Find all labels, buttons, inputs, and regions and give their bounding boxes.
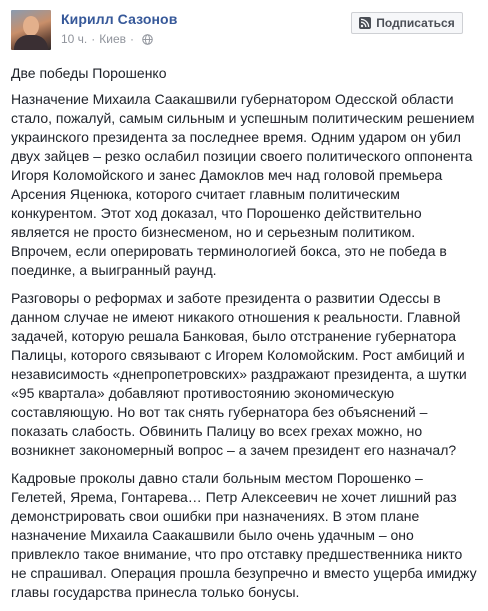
post-paragraph: Назначение Михаила Саакашвили губернатором Одесской области стало, пожалуй, самым сильным и успешным политическим решением украинского президента за последнее время. Одним ударом он убил двух зайцев – резко ослабил позиции своего политического оппонента Игоря Коломойского и занес Дамоклов меч над головой премьера Арсения Яценюка, которого считает главным политическим конкурентом. Этот ход доказал, что Порошенко действительно является не просто бизнесменом, но и серьезным политиком. Впрочем, если оперировать терминологией бокса, это не победа в поединке, а выигранный раунд.: [11, 91, 475, 278]
post-title: Две победы Порошенко: [11, 65, 167, 81]
avatar-face: [23, 16, 39, 36]
author-name[interactable]: Кирилл Сазонов: [61, 11, 178, 27]
avatar[interactable]: [11, 10, 51, 50]
post-body: [11, 64, 479, 611]
avatar-shoulders: [14, 35, 48, 50]
post-paragraph: Разговоры о реформах и заботе президента о развитии Одессы в данном случае не имеют никакого отношения к реальности. Главной задачей, которую решала Банковая, было отстранение губернатора Палицы, которого связывают с Игорем Коломойским. Рост амбиций и независимость «днепропетровских» раздражают президента, а шутки «95 квартала» добавляют противостоянию экономическую составляющую. Но вот так снять губернатора без объяснений – показать слабость. Обвинить Палицу во всех грехах можно, но возникнет закономерный вопрос – а зачем президент его назначал?: [11, 290, 467, 458]
globe-icon[interactable]: [142, 34, 153, 45]
subscribe-button[interactable]: [351, 12, 463, 34]
subscribe-label: Подписаться: [376, 16, 455, 30]
post-location[interactable]: Киев: [99, 32, 127, 46]
meta-separator-2: ·: [130, 32, 135, 46]
rss-icon: [359, 17, 371, 29]
post-paragraph: Кадровые проколы давно стали больным местом Порошенко – Гелетей, Ярема, Гонтарева… Петр Алексеевич не хочет лишний раз демонстрировать свои ошибки при назначениях. В этом плане назначение Михаила Саакашвили было очень удачным – оно привлекло такое внимание, что про отставку предшественника никто не спрашивал. Операция прошла безупречно и вместо ущерба имиджу главы государства принесла только бонусы.: [11, 470, 477, 600]
post-meta: [61, 32, 153, 46]
meta-separator: ·: [91, 32, 96, 46]
post-header: [0, 0, 488, 58]
post-time[interactable]: 10 ч.: [61, 32, 88, 46]
